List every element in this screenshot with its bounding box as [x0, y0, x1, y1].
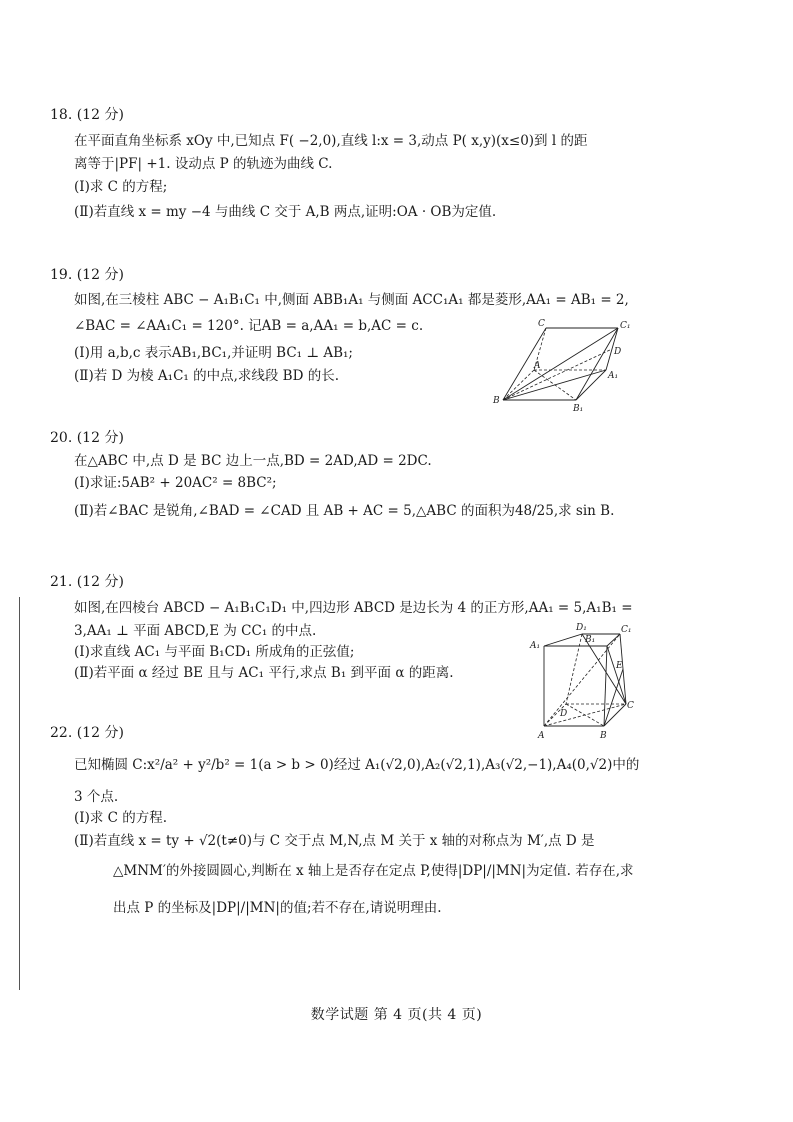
fig21-label-c1: C₁	[621, 625, 632, 635]
q22-heading: 22. (12 分)	[50, 725, 124, 741]
fig19-label-b: B	[493, 396, 500, 406]
q18-part-1: (Ⅰ)求 C 的方程;	[74, 179, 168, 195]
fig21-label-b: B	[600, 731, 607, 740]
prism-figure	[488, 316, 638, 418]
fig21-label-d1: D₁	[576, 623, 587, 633]
fig19-label-a: A	[534, 361, 541, 371]
fig21-label-e: E	[616, 661, 623, 671]
q18-line-2: 离等于|PF| +1. 设动点 P 的轨迹为曲线 C.	[74, 156, 333, 172]
q18-part-2: (Ⅱ)若直线 x = my −4 与曲线 C 交于 A,B 两点,证明:OA · OB为定值.	[74, 204, 497, 220]
fig19-label-c: C	[538, 319, 545, 329]
q20-part-2: (Ⅱ)若∠BAC 是锐角,∠BAD = ∠CAD 且 AB + AC = 5,△ABC 的面积为48/25,求 sin B.	[74, 503, 615, 519]
q20-heading: 20. (12 分)	[50, 430, 124, 446]
fig21-label-a: A	[538, 731, 545, 740]
q21-line-2: 3,AA₁ ⊥ 平面 ABCD,E 为 CC₁ 的中点.	[74, 623, 317, 639]
q22-part-1: (Ⅰ)求 C 的方程.	[74, 810, 168, 826]
q22-part-2-cont-2: 出点 P 的坐标及|DP|/|MN|的值;若不存在,请说明理由.	[113, 900, 442, 916]
q22-part-2-cont-1: △MNM′的外接圆圆心,判断在 x 轴上是否存在定点 P,使得|DP|/|MN|为定值. 若存在,求	[113, 863, 634, 879]
q19-heading: 19. (12 分)	[50, 267, 124, 283]
fig21-label-d: D	[560, 709, 568, 719]
fig21-label-c: C	[627, 701, 634, 711]
q22-line-2: 3 个点.	[74, 789, 119, 805]
q22-part-2: (Ⅱ)若直线 x = ty + √2(t≠0)与 C 交于点 M,N,点 M 关于 x 轴的对称点为 M′,点 D 是	[74, 833, 595, 849]
fig19-label-a1: A₁	[608, 371, 619, 381]
q20-line-1: 在△ABC 中,点 D 是 BC 边上一点,BD = 2AD,AD = 2DC.	[74, 453, 432, 469]
q19-part-1: (Ⅰ)用 a,b,c 表示AB₁,BC₁,并证明 BC₁ ⊥ AB₁;	[74, 345, 353, 361]
fig21-label-a1: A₁	[530, 641, 541, 651]
q19-part-2: (Ⅱ)若 D 为棱 A₁C₁ 的中点,求线段 BD 的长.	[74, 368, 340, 384]
q21-heading: 21. (12 分)	[50, 574, 124, 590]
fig19-label-d: D	[614, 347, 622, 357]
page-footer: 数学试题 第 4 页(共 4 页)	[310, 1007, 483, 1023]
q19-line-2: ∠BAC = ∠AA₁C₁ = 120°. 记AB = a,AA₁ = b,AC = c.	[74, 318, 424, 334]
q19-line-1: 如图,在三棱柱 ABC − A₁B₁C₁ 中,侧面 ABB₁A₁ 与侧面 ACC₁A₁ 都是菱形,AA₁ = AB₁ = 2,	[74, 292, 629, 308]
margin-rule	[19, 597, 20, 990]
q21-part-1: (Ⅰ)求直线 AC₁ 与平面 B₁CD₁ 所成角的正弦值;	[74, 644, 355, 660]
frustum-figure	[528, 612, 638, 740]
q18-line-1: 在平面直角坐标系 xOy 中,已知点 F( −2,0),直线 l:x = 3,动点 P( x,y)(x≤0)到 l 的距	[74, 133, 588, 149]
q20-part-1: (Ⅰ)求证:5AB² + 20AC² = 8BC²;	[74, 475, 277, 491]
q18-heading: 18. (12 分)	[50, 107, 124, 123]
q21-line-1: 如图,在四棱台 ABCD − A₁B₁C₁D₁ 中,四边形 ABCD 是边长为 4 的正方形,AA₁ = 5,A₁B₁ =	[74, 600, 633, 616]
fig19-label-b1: B₁	[573, 404, 584, 414]
fig21-label-b1: B₁	[585, 635, 596, 645]
fig19-label-c1: C₁	[620, 321, 631, 331]
q21-part-2: (Ⅱ)若平面 α 经过 BE 且与 AC₁ 平行,求点 B₁ 到平面 α 的距离.	[74, 665, 454, 681]
q22-line-1: 已知椭圆 C:x²/a² + y²/b² = 1(a > b > 0)经过 A₁(√2,0),A₂(√2,1),A₃(√2,−1),A₄(0,√2)中的	[74, 757, 640, 773]
